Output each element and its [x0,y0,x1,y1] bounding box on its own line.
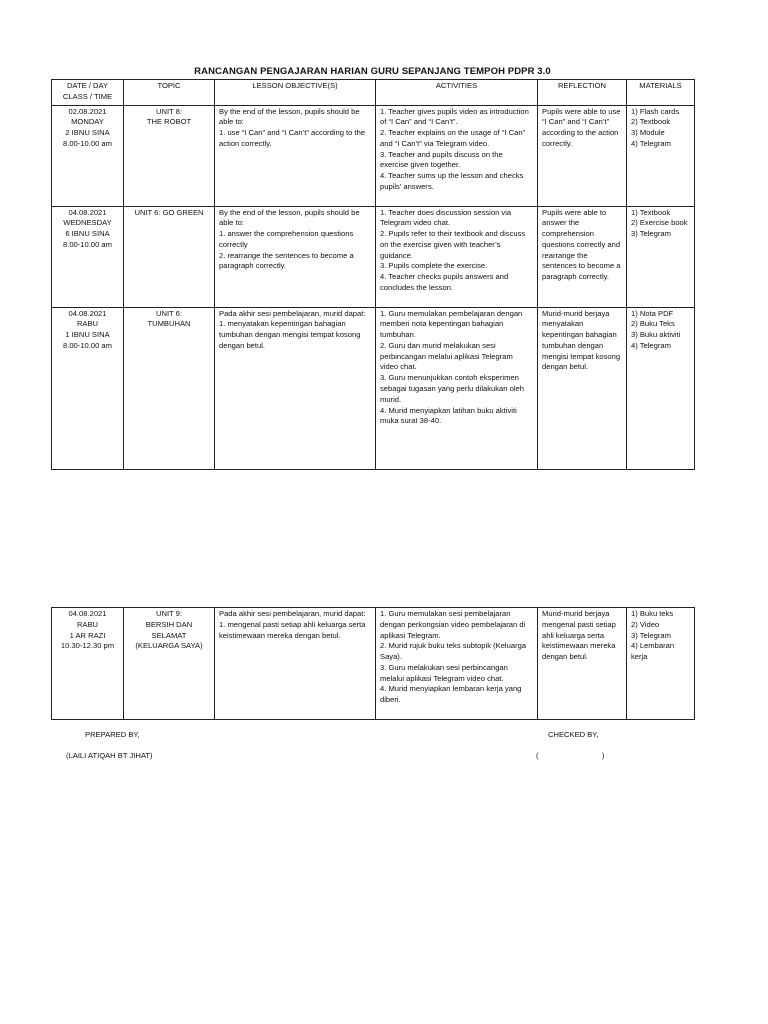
cell-line: 1. Teacher gives pupils video as introduction of “I Can” and “I Can’t”. [380,106,529,127]
cell-line: 2. rearrange the sentences to become a paragraph correctly. [219,250,354,271]
cell-objective [215,206,376,307]
cell-line: 8.00-10.00 am [63,340,112,350]
cell-line: (KELUARGA SAYA) [135,641,203,651]
cell-line: WEDNESDAY [63,218,112,228]
cell-line: 02.08.2021 [68,106,107,116]
cell-line: 1 IBNU SINA [65,330,110,340]
cell-line: SELAMAT [151,630,187,640]
cell-line: 4. Teacher sums up the lesson and checks pupils’ answers. [380,171,524,192]
cell-line: 2. Murid rujuk buku teks subtopik (Keluarga Saya). [380,641,527,662]
cell-line: Pada akhir sesi pembelajaran, murid dapat: [219,308,366,318]
cell-line: 2) Video [631,619,660,629]
table-header-row [52,80,695,106]
cell-line: RABU [76,319,99,329]
cell-line: 3) Module [631,128,665,138]
lesson-plan-table-continued [51,607,695,720]
cell-line: 2. Pupils refer to their textbook and discuss on the exercise given with teacher’s guidance. [380,229,526,260]
cell-materials [627,307,695,469]
checked-by-label: CHECKED BY, [548,730,599,739]
cell-line: 3) Buku aktiviti [631,330,681,340]
cell-line: 8.00-10.00 am [63,138,112,148]
cell-activities [376,307,538,469]
cell-line: By the end of the lesson, pupils should be able to: [219,207,360,228]
page-title: RANCANGAN PENGAJARAN HARIAN GURU SEPANJANG TEMPOH PDPR 3.0 [194,66,551,77]
cell-line: Pupils were able to answer the comprehension questions correctly and rearrange the sentences to become a paragraph correctly. [542,207,621,282]
header-objective: LESSON OBJECTIVE(S) [215,80,376,106]
cell-line: MONDAY [71,117,104,127]
lesson-plan-table [51,79,695,470]
cell-line: By the end of the lesson, pupils should be able to: [219,106,360,127]
cell-line: Pupils were able to use “I Can” and “I Can’t” according to the action correctly. [542,106,621,148]
cell-topic [124,307,215,469]
cell-line: 3) Telegram [631,630,671,640]
cell-line: Pada akhir sesi pembelajaran, murid dapat: [219,609,366,618]
cell-line: 1. mengenal pasti setiap ahli keluarga serta keistimewaan mereka dengan betul. [219,619,366,640]
cell-line: 3) Telegram [631,229,671,239]
cell-line: 04.08.2021 [68,609,107,618]
header-class-time: CLASS / TIME [62,91,113,101]
cell-line: 4) Telegram [631,138,671,148]
cell-line: UNIT 8: [155,106,183,116]
cell-line: 1. Guru memulakan pembelajaran dengan memberi nota kepentingan bahagian tumbuhan. [380,308,523,340]
cell-date [52,206,124,307]
cell-line: Murid-murid berjaya mengenal pasti setiap ahli keluarga serta keistimewaan mereka dengan betul. [542,609,616,662]
cell-line: 1) Nota PDF [631,308,674,318]
cell-reflection [538,105,627,206]
preparer-name: (LAILI ATIQAH BT JIHAT) [66,751,153,760]
cell-topic [124,608,215,720]
cell-activities [376,206,538,307]
cell-objective [215,307,376,469]
cell-line: 2 IBNU SINA [65,128,110,138]
cell-activities [376,608,538,720]
cell-line: 2) Exercise book [631,218,688,228]
cell-line: 2) Textbook [631,117,671,127]
cell-line: 8.00-10.00 am [63,239,112,249]
cell-line: 4. Murid menyiapkan lembaran kerja yang diberi. [380,684,522,705]
header-date-class [52,80,124,106]
cell-activities [376,105,538,206]
cell-materials [627,206,695,307]
header-date-day: DATE / DAY [66,81,109,90]
cell-line: 2) Buku Teks [631,319,675,329]
cell-reflection [538,307,627,469]
header-topic: TOPIC [124,80,215,106]
cell-line: TUMBUHAN [147,319,191,329]
cell-line: 1. Guru memulakan sesi pembelajaran dengan perkongsian video pembelajaran di aplikasi Telegram. [380,609,526,640]
cell-line: 3. Guru menunjukkan contoh eksperimen sebagai tugasan yang perlu dilakukan oleh murid. [380,373,524,404]
cell-line: 6 IBNU SINA [65,229,110,239]
cell-line: 4. Murid menyiapkan latihan buku aktiviti muka surat 38-40. [380,405,517,426]
cell-line: 3. Teacher and pupils discuss on the exercise given together. [380,149,503,170]
cell-line: RABU [76,619,99,629]
cell-topic [124,105,215,206]
table-row [52,307,695,469]
cell-date [52,307,124,469]
cell-objective [215,105,376,206]
cell-line: BERSIH DAN [145,619,193,629]
table-row [52,105,695,206]
cell-line: 1. Teacher does discussion session via Telegram video chat. [380,207,512,228]
cell-line: 04.08.2021 [68,308,107,318]
header-reflection: REFLECTION [538,80,627,106]
cell-objective [215,608,376,720]
cell-line: 1) Buku teks [631,609,674,618]
table-row [52,608,695,720]
table-row [52,206,695,307]
cell-line: 10.30-12.30 pm [60,641,115,651]
cell-line: 3. Guru melakukan sesi perbincangan melalui aplikasi Telegram video chat. [380,662,508,683]
cell-line: 4. Teacher checks pupils answers and concludes the lesson. [380,272,509,293]
cell-date [52,105,124,206]
checker-name: ( ) [536,751,605,760]
cell-line: 3. Pupils complete the exercise. [380,261,488,271]
header-materials: MATERIALS [627,80,695,106]
cell-line: UNIT 9: [155,609,183,618]
cell-materials [627,105,695,206]
cell-line: 1 AR RAZI [69,630,106,640]
cell-materials [627,608,695,720]
cell-line: UNIT 6: [155,308,183,318]
cell-line: 4) Telegram [631,340,671,350]
cell-line: 2. Teacher explains on the usage of “I Can” and “I Can’t” via Telegram video. [380,128,526,148]
prepared-by-label: PREPARED BY, [85,730,140,739]
cell-reflection [538,608,627,720]
cell-reflection [538,206,627,307]
cell-line: 2. Guru dan murid melakukan sesi perbincangan melalui aplikasi Telegram video chat. [380,340,513,372]
cell-line: 1) Textbook [631,207,671,217]
cell-line: 1. answer the comprehension questions correctly [219,229,354,249]
cell-line: 4) Lembaran kerja [631,641,675,662]
cell-line: 1. use “I Can” and “I Can’t” according to the action correctly. [219,128,366,148]
cell-line: 1. menyatakan kepentingan bahagian tumbuhan dengan mengisi tempat kosong dengan betul. [219,319,361,350]
cell-line: 04.08.2021 [68,207,107,217]
cell-line: 1) Flash cards [631,106,680,116]
cell-line: THE ROBOT [146,117,192,127]
header-activities: ACTIVITIES [376,80,538,106]
cell-date [52,608,124,720]
cell-line: Murid-murid berjaya menyatakan kepentingan bahagian tumbuhan dengan mengisi tempat kosong dengan betul. [542,308,621,372]
cell-topic [124,206,215,307]
cell-line: UNIT 6: GO GREEN [134,207,204,217]
